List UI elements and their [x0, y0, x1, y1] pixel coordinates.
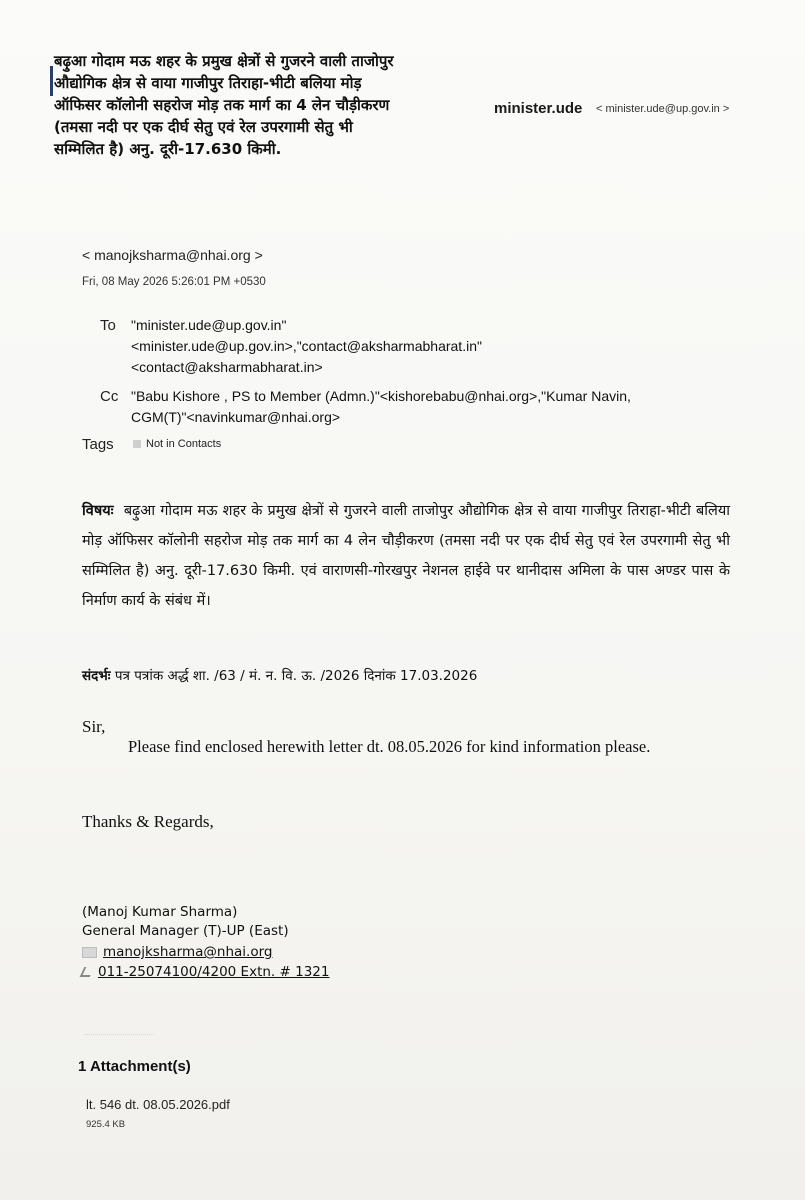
subject-paragraph: [82, 496, 730, 616]
subject-line: सम्मिलित है) अनु. दूरी-17.630 किमी.: [54, 140, 282, 158]
signature-phone-row: [82, 964, 329, 980]
vishay-label: विषयः: [82, 503, 114, 519]
from-name: minister.ude: [494, 100, 583, 117]
cc-recipients: [131, 386, 631, 428]
sandarbh-label: संदर्भः: [82, 668, 111, 684]
sent-date: Fri, 08 May 2026 5:26:01 PM +0530: [82, 276, 266, 288]
tag-badge: [133, 438, 221, 450]
to-line: <minister.ude@up.gov.in>,"contact@aksharmabharat.in": [131, 338, 482, 354]
margin-marker: [50, 66, 53, 96]
vishay-text: बढ़ुआ गोदाम मऊ शहर के प्रमुख क्षेत्रों से गुजरने वाली ताजोपुर औद्योगिक क्षेत्र से वाया गाजीपुर तिराहा-भीटी बलिया मोड़ ऑफिसर कॉलोनी सहरोज मोड़ तक मार्ग का 4 लेन चौड़ीकरण (तमसा नदी पर एक दीर्घ सेतु एवं रेल उपरगामी सेतु भी सम्मिलित है) अनु. दूरी-17.630 किमी. एवं वाराणसी-गोरखपुर नेशनल हाईवे पर थानीदास अमिला के पास अण्डर पास के निर्माण कार्य के संबंध में।: [82, 503, 731, 609]
email-subject-heading: [54, 50, 494, 160]
to-line: <contact@aksharmabharat.in>: [131, 359, 323, 375]
tag-value: Not in Contacts: [146, 438, 222, 450]
tags-label: Tags: [82, 436, 114, 453]
sandarbh-text: पत्र पत्रांक अर्द्ध शा. /63 / मं. न. वि. ऊ. /2026 दिनांक 17.03.2026: [114, 668, 478, 684]
signature-name: (Manoj Kumar Sharma): [82, 904, 238, 920]
sender-address: < manojksharma@nhai.org >: [82, 247, 263, 263]
attachment-file-size: 925.4 KB: [86, 1119, 126, 1130]
tag-square-icon: [133, 440, 141, 448]
reference-line: [82, 666, 477, 684]
attachment-file-name[interactable]: lt. 546 dt. 08.05.2026.pdf: [86, 1097, 230, 1112]
faint-mark: [84, 1020, 154, 1035]
mail-icon: [82, 947, 97, 958]
subject-line: औद्योगिक क्षेत्र से वाया गाजीपुर तिराहा-भीटी बलिया मोड़: [54, 74, 362, 92]
closing: Thanks & Regards,: [82, 812, 214, 831]
cc-label: Cc: [100, 388, 119, 405]
phone-icon: [80, 967, 95, 977]
to-recipients: [131, 315, 482, 378]
signature-title: General Manager (T)-UP (East): [82, 923, 289, 939]
to-line: "minister.ude@up.gov.in": [131, 317, 287, 333]
subject-line: बढ़ुआ गोदाम मऊ शहर के प्रमुख क्षेत्रों से गुजरने वाली ताजोपुर: [54, 52, 394, 70]
from-address: < minister.ude@up.gov.in >: [596, 103, 730, 115]
signature-phone: 011-25074100/4200 Extn. # 1321: [98, 964, 330, 980]
to-label: To: [100, 317, 116, 334]
attachments-heading: 1 Attachment(s): [78, 1058, 191, 1075]
signature-email-row: [82, 944, 272, 960]
cc-line: "Babu Kishore , PS to Member (Admn.)"<kishorebabu@nhai.org>,"Kumar Navin,: [131, 388, 631, 404]
subject-line: ऑफिसर कॉलोनी सहरोज मोड़ तक मार्ग का 4 लेन चौड़ीकरण: [54, 96, 390, 114]
signature-email[interactable]: manojksharma@nhai.org: [103, 944, 273, 960]
salutation: Sir,: [82, 717, 106, 736]
subject-line: (तमसा नदी पर एक दीर्घ सेतु एवं रेल उपरगामी सेतु भी: [54, 118, 353, 136]
message-text: Please find enclosed herewith letter dt. 08.05.2026 for kind information please.: [128, 737, 651, 756]
cc-line: CGM(T)"<navinkumar@nhai.org>: [131, 409, 341, 425]
